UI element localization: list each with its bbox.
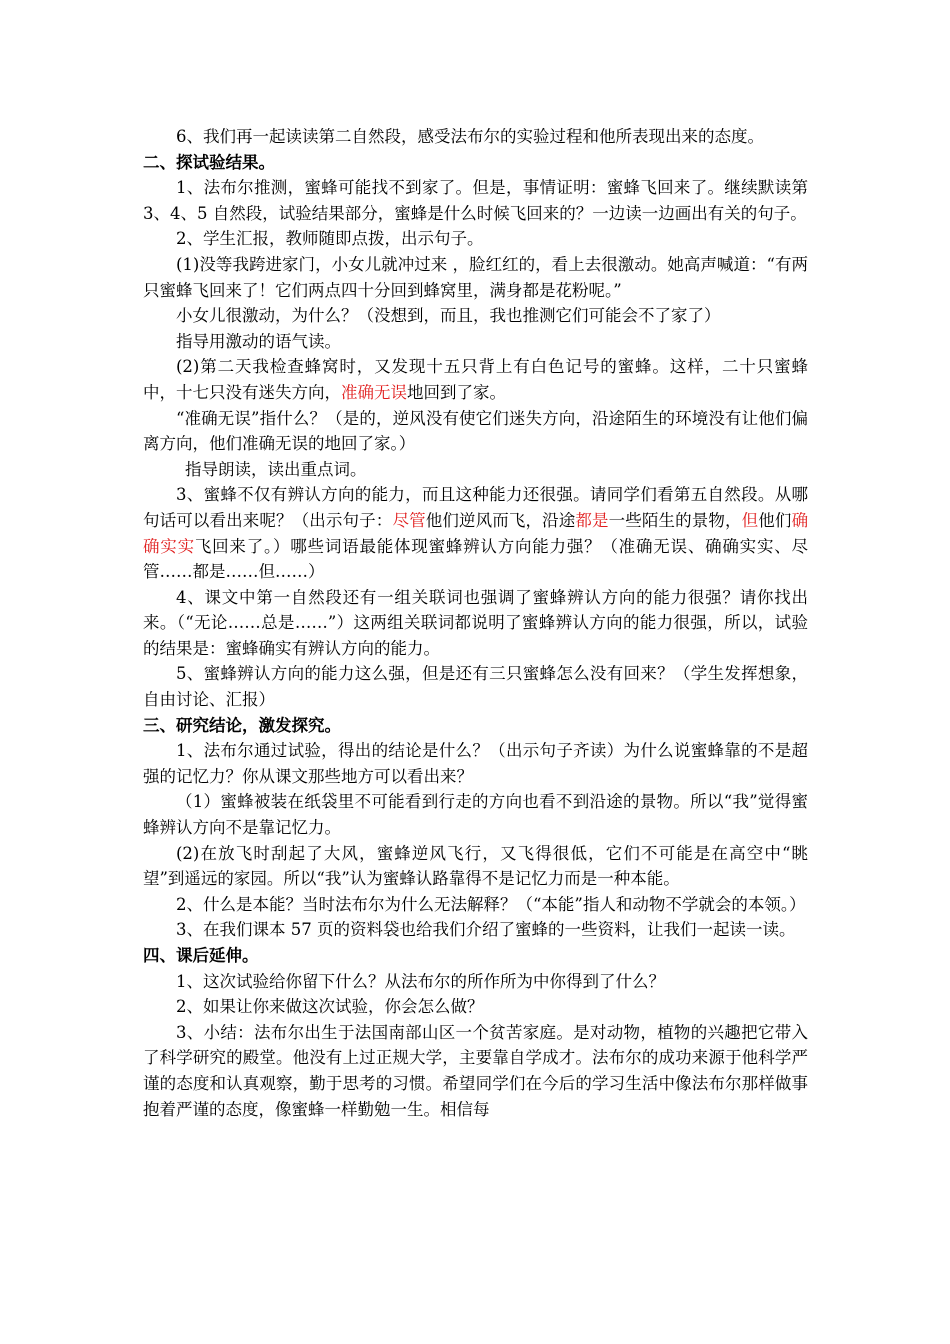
section-2-quote-1-guide: 指导用激动的语气读。 [176,331,341,351]
section-2-quote-2 [143,354,808,405]
section-3-paragraph-3: 3、在我们课本 57 页的资料袋也给我们介绍了蜜蜂的一些资料，让我们一起读一读。 [176,920,796,940]
section-3-heading: 三、研究结论，激发探究。 [143,715,341,735]
p3-text-a: 3、蜜蜂不仅有辨认方向的能力，而且这种能力还很强。请同学们看第五自然段。从哪句话可以看出来呢？（出示句子： [143,485,808,530]
highlight-quequeshishi: 确确实实 [143,510,809,556]
quote-2-text-b: 地回到了家。 [407,382,506,402]
section-2-paragraph-2: 2、学生汇报，教师随即点拨，出示句子。 [176,229,484,249]
section-2-quote-2-question: “准确无误”指什么？（是的，逆风没有使它们迷失方向，沿途陌生的环境没有让他们偏离方向，他们准确无误的地回了家。） [143,408,808,454]
p3-text-c: 一些陌生的景物， [608,510,742,530]
section-3-paragraph-1: 1、法布尔通过试验，得出的结论是什么？（出示句子齐读）为什么说蜜蜂靠的不是超强的记忆力？你从课文那些地方可以看出来？ [143,741,808,786]
section-4-paragraph-2: 2、如果让你来做这次试验，你会怎么做？ [176,997,484,1017]
section-2-paragraph-3 [143,482,808,584]
section-2-quote-2-guide: 指导朗读，读出重点词。 [185,459,367,479]
highlight-jinguan: 尽管 [392,510,426,530]
section-2-paragraph-4: 4、课文中第一自然段还有一组关联词也强调了蜜蜂辨认方向的能力很强？请你找出来。（“无论……总是……”）这两组关联词都说明了蜜蜂辨认方向的能力很强，所以，试验的结果是：蜜蜂确实有辨认方向的能力。 [143,587,808,658]
section-4-paragraph-3: 3、小结：法布尔出生于法国南部山区一个贫苦家庭。是对动物，植物的兴趣把它带入了科学研究的殿堂。他没有上过正规大学，主要靠自学成才。法布尔的成功来源于他科学严谨的态度和认真观察，勤于思考的习惯。希望同学们在今后的学习生活中像法布尔那样做事抱着严谨的态度，像蜜蜂一样勤勉一生。相信每 [143,1022,808,1119]
section-2-quote-1: (1)没等我跨进家门，小女儿就冲过来 ，脸红红的，看上去很激动。她高声喊道：“有两只蜜蜂飞回来了！它们两点四十分回到蜂窝里，满身都是花粉呢。” [143,254,808,300]
p3-text-e: 飞回来了。）哪些词语最能体现蜜蜂辨认方向能力强？（准确无误、确确实实、尽管……都是……但……） [143,536,809,582]
highlight-doushi: 都是 [575,510,609,530]
quote-2-text-a: (2)第二天我检查蜂窝时，又发现十五只背上有白色记号的蜜蜂。这样，二十只蜜蜂中，十七只没有迷失方向， [143,357,808,402]
document-body [143,124,808,1122]
section-3-sub-2: (2)在放飞时刮起了大风，蜜蜂逆风飞行，又飞得很低，它们不可能是在高空中“眺望”到遥远的家园。所以“我”认为蜜蜂认路靠得不是记忆力而是一种本能。 [143,843,808,889]
section-3-sub-1: （1）蜜蜂被装在纸袋里不可能看到行走的方向也看不到沿途的景物。所以“我”觉得蜜蜂辨认方向不是靠记忆力。 [143,792,808,838]
highlight-zhunque-wuwu: 准确无误 [341,382,407,402]
section-4-heading: 四、课后延伸。 [143,946,259,965]
section-2-paragraph-5: 5、蜜蜂辨认方向的能力这么强，但是还有三只蜜蜂怎么没有回来？（学生发挥想象，自由讨论、汇报） [143,664,808,710]
section-2-quote-1-question: 小女儿很激动，为什么？（没想到，而且，我也推测它们可能会不了家了） [176,306,721,326]
section-2-paragraph-1: 1、法布尔推测，蜜蜂可能找不到家了。但是，事情证明：蜜蜂飞回来了。继续默读第 3、4、5 自然段，试验结果部分，蜜蜂是什么时候飞回来的？一边读一边画出有关的句子。 [143,178,808,223]
section-4-paragraph-1: 1、这次试验给你留下什么？从法布尔的所作所为中你得到了什么？ [176,971,665,991]
section-2-heading: 二、探试验结果。 [143,152,275,172]
highlight-dan: 但 [741,510,759,530]
paragraph-intro-6: 6、我们再一起读读第二自然段，感受法布尔的实验过程和他所表现出来的态度。 [176,127,764,146]
p3-text-d: 他们 [758,510,792,530]
p3-text-b: 他们逆风而飞，沿途 [425,510,576,530]
section-3-paragraph-2: 2、什么是本能？当时法布尔为什么无法解释？（“本能”指人和动物不学就会的本领。） [176,894,806,914]
